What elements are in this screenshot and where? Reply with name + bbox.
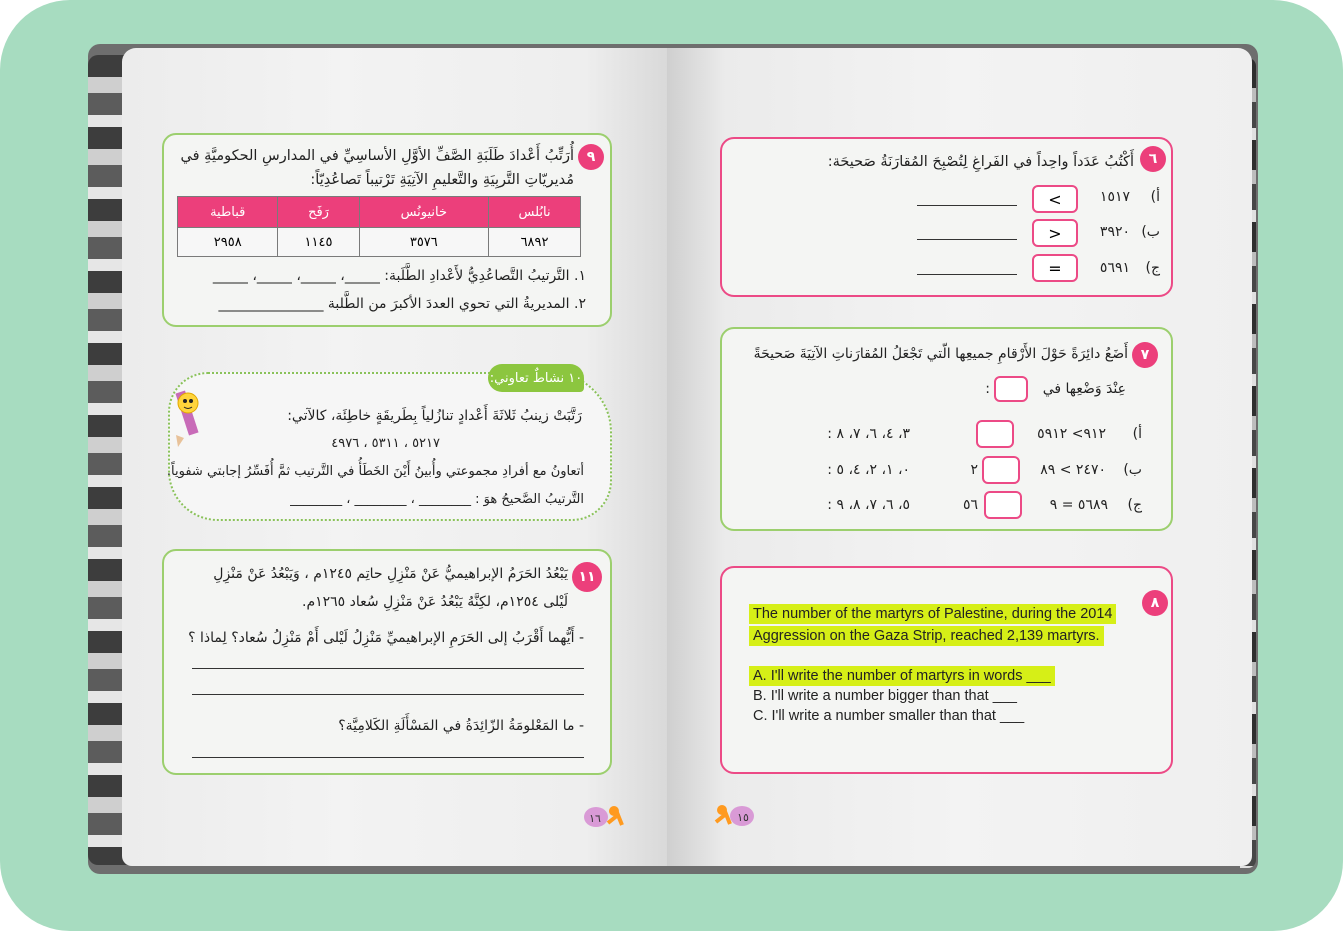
- answer-line: [917, 274, 1017, 275]
- q7-row-expr: ٢٤٧٠ > ٨٩: [1040, 462, 1106, 478]
- question-11-line2: لَيْلى ١٢٥٤م، لكِنَّهُ يَبْعُدُ عَنْ مَنْزِلِ سُعاد ١٢٦٥م.: [302, 594, 568, 610]
- table-header: رَفَح: [278, 197, 359, 228]
- question-11-badge: ١١: [572, 562, 602, 592]
- q7-answer-box[interactable]: [982, 456, 1020, 484]
- question-7-colon: :: [985, 381, 990, 397]
- q6-row-number: ٣٩٢٠: [1099, 224, 1130, 240]
- table-header: قباطية: [178, 197, 278, 228]
- question-7-line2: عِنْدَ وَضْعِها في: [1042, 381, 1126, 397]
- q7-row-choices: ٣، ٤، ٦، ٧، ٨ :: [827, 426, 910, 442]
- answer-line: [192, 757, 584, 758]
- table-header: خانيونُس: [359, 197, 489, 228]
- question-8-option-b: B. I'll write a number bigger than that ___: [753, 688, 1017, 704]
- question-11-box: [162, 549, 612, 775]
- question-11-line1: يَبْعُدُ الحَرَمُ الإبراهيميُّ عَنْ مَنْزِلِ حاتِم ١٢٤٥م ، وَيَبْعُدُ عَنْ مَنْزِلِ: [213, 566, 568, 582]
- question-10-line3: أتعاونُ مع أفرادِ مجموعتي وأُبينُ أَيْنَ الخَطَأُ في التَّرتيب ثمَّ أُفَسِّرُ إجابتي شفوياً.: [166, 464, 584, 479]
- q6-row-number: ١٥١٧: [1099, 189, 1130, 205]
- q7-row-label: ب): [1123, 462, 1142, 478]
- q7-row-label: أ): [1132, 426, 1142, 442]
- q6-row-label: ج): [1145, 260, 1160, 276]
- answer-line: [192, 694, 584, 695]
- question-8-badge: ٨: [1142, 590, 1168, 616]
- question-8-option-a: A. I'll write the number of martyrs in words ___: [749, 666, 1055, 686]
- question-8-line2: Aggression on the Gaza Strip, reached 2,139 martyrs.: [749, 626, 1104, 646]
- table-cell: ١١٤٥: [278, 228, 359, 257]
- question-7-badge: ٧: [1132, 342, 1158, 368]
- question-11-line3: - أَيُّهما أَقْرَبُ إلى الحَرَمِ الإبراهيميِّ مَنْزِلُ لَيْلى أَمْ مَنْزِلُ سُعاد؟ لِماذا ؟: [188, 630, 584, 646]
- question-9-item1: ١. التَّرتيبُ التَّصاعُدِيُّ لأَعْدادِ الطَّلَبة: _____، _____، _____، _____: [212, 268, 586, 284]
- q6-row-label: أ): [1150, 189, 1160, 205]
- question-10-line4: التَّرتيبُ الصَّحيحُ هوَ : ________ ، ________ ، ________: [290, 492, 584, 507]
- answer-line: [192, 668, 584, 669]
- q6-sign-box: =: [1032, 254, 1078, 282]
- question-6-text: أَكْتُبُ عَدَداً واحِداً في الفَراغِ لِتُصْبِحَ المُقارَنَةُ صَحيحَة:: [827, 154, 1134, 170]
- question-11-line4: - ما المَعْلومَةُ الزّائِدَةُ في المَسْأَلَةِ الكَلامِيَّة؟: [338, 718, 584, 734]
- q6-row-number: ٥٦٩١: [1099, 260, 1130, 276]
- page-number-right: ١٥: [737, 810, 749, 824]
- question-9-badge: ٩: [578, 144, 604, 170]
- question-10-tag: ١٠ نشاطٌ تعاوني:: [488, 364, 584, 392]
- page-number-left: ١٦: [589, 811, 601, 825]
- q7-answer-box[interactable]: [976, 420, 1014, 448]
- question-10-line2: ٥٢١٧ ، ٥٣١١ ، ٤٩٧٦: [331, 436, 440, 451]
- answer-line: [917, 239, 1017, 240]
- students-table: [177, 196, 581, 257]
- question-7-line1: أَضَعُ دائِرَةً حَوْلَ الأَرْقامِ جميعِها الّتي تَجْعَلُ المُقارَناتِ الآتِيَةَ صَحيحَةً: [753, 346, 1128, 362]
- q7-row-expr: ٥٦٨٩ = ٩: [1049, 497, 1108, 513]
- q7-row-suffix: ٢: [970, 462, 978, 478]
- q7-answer-box[interactable]: [984, 491, 1022, 519]
- question-9-line2: مُديريّاتِ التَّربِيَةِ والتَّعليمِ الآتِيَةِ تَرْتيباً تَصاعُدِيّاً:: [310, 172, 574, 188]
- question-9-item2: ٢. المديريةُ التي تحوي العددَ الأكبرَ من الطَّلبة _______________: [218, 296, 586, 312]
- q7-row-choices: ٥، ٦، ٧، ٨، ٩ :: [827, 497, 910, 513]
- pencil-mascot-icon: [166, 383, 216, 453]
- question-8-option-c: C. I'll write a number smaller than that ___: [753, 708, 1025, 724]
- question-10-line1: رَتَّبَتْ زينبُ ثَلاثَةَ أَعْدادٍ تنازُلياً بِطَريقَةٍ خاطِئَة، كالآتي:: [287, 408, 582, 424]
- q7-row-expr: ٩١٢> ٥٩١٢: [1037, 426, 1106, 442]
- q7-row-choices: ٠، ١، ٢، ٤، ٥ :: [827, 462, 910, 478]
- question-8-line1: The number of the martyrs of Palestine, during the 2014: [749, 604, 1116, 624]
- table-cell: ٦٨٩٢: [489, 228, 581, 257]
- question-6-badge: ٦: [1140, 146, 1166, 172]
- table-cell: ٣٥٧٦: [359, 228, 489, 257]
- q6-row-label: ب): [1141, 224, 1160, 240]
- table-cell: ٢٩٥٨: [178, 228, 278, 257]
- table-header: نابُلس: [489, 197, 581, 228]
- q6-sign-box: >: [1032, 219, 1078, 247]
- q7-row-label: ج): [1127, 497, 1142, 513]
- q7-row-suffix: ٥٦: [962, 497, 978, 513]
- answer-line: [917, 205, 1017, 206]
- q6-sign-box: <: [1032, 185, 1078, 213]
- question-9-line1: أُرَتِّبُ أَعْدادَ طَلَبَةِ الصَّفِّ الأوَّلِ الأساسِيِّ في المدارسِ الحكوميَّةِ في: [180, 148, 574, 164]
- q7-placeholder-box: [994, 376, 1028, 402]
